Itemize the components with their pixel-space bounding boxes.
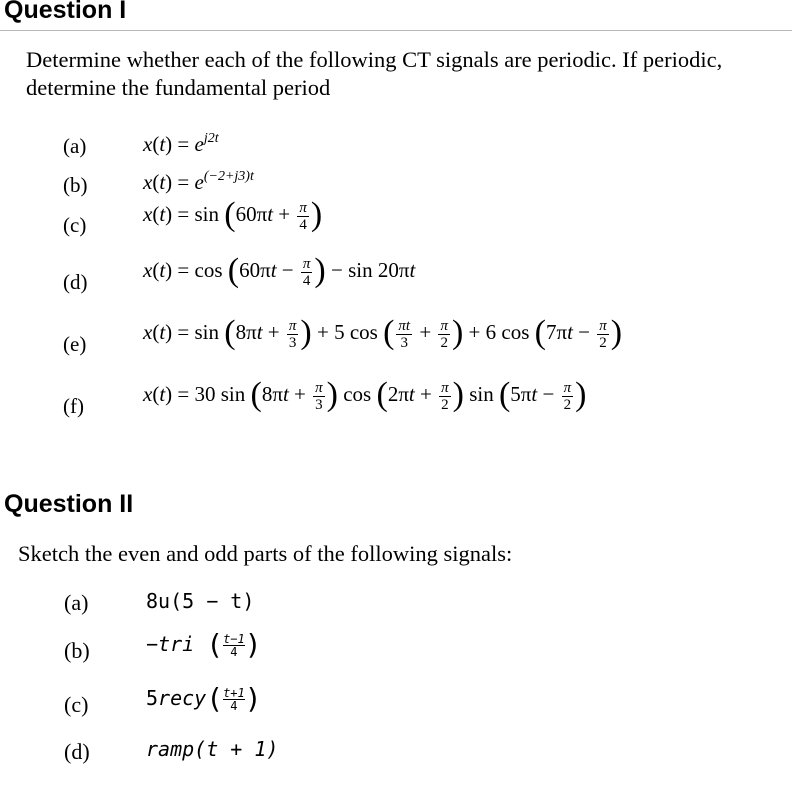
q2-item-label-a: (a) (64, 590, 89, 615)
item-label-a: (a) (63, 134, 87, 158)
question-2-title: Question II (4, 490, 134, 518)
question-1-prompt: Determine whether each of the following CT signals are periodic. If periodic, determine the fundamental period (26, 47, 723, 100)
equation-b: $x(t) = e^{(-2+j3)t}$ (143, 169, 254, 194)
equation-e: x(t) = sin (8πt + $\frac{\pi}{3}$ ) + 5 cos ( $\frac{\pi t}{3}$ + $\frac{\pi}{2}$ ) + 6 cos (7πt − $\frac{\pi}{2}$ ) (143, 314, 623, 351)
item-label-d: (d) (63, 270, 88, 294)
item-label-c: (c) (63, 213, 87, 237)
q2-item-label-c: (c) (64, 692, 89, 717)
q2-expression-b: −tri ( $\frac{t-1}{4}$ ) (146, 628, 262, 661)
q2-item-label-b: (b) (64, 638, 90, 663)
q2-item-label-d: (d) (64, 739, 90, 764)
equation-c: x(t) = sin (60πt + $\frac{\pi}{4}$ ) (143, 196, 323, 233)
question-2-prompt: Sketch the even and odd parts of the following signals: (18, 541, 513, 566)
equation-d: x(t) = cos (60πt − $\frac{\pi}{4}$ ) − sin 20πt (143, 252, 416, 289)
item-label-b: (b) (63, 173, 88, 197)
equation-f: x(t) = 30 sin (8πt + $\frac{\pi}{3}$ ) cos (2πt + $\frac{\pi}{2}$ ) sin (5πt − $\frac{\pi}{2}$ ) (143, 376, 587, 413)
question-1-title: Question I (4, 0, 127, 24)
q2-expression-a: 8u(5 − t) (146, 589, 255, 613)
title-divider (0, 30, 792, 31)
equation-a: $x(t) = e^{j2t}$ (143, 131, 219, 156)
item-label-f: (f) (63, 394, 84, 418)
q2-expression-c: 5recy( $\frac{t+1}{4}$ ) (146, 682, 262, 715)
item-label-e: (e) (63, 332, 87, 356)
q2-expression-d: ramp(t + 1) (146, 737, 279, 761)
